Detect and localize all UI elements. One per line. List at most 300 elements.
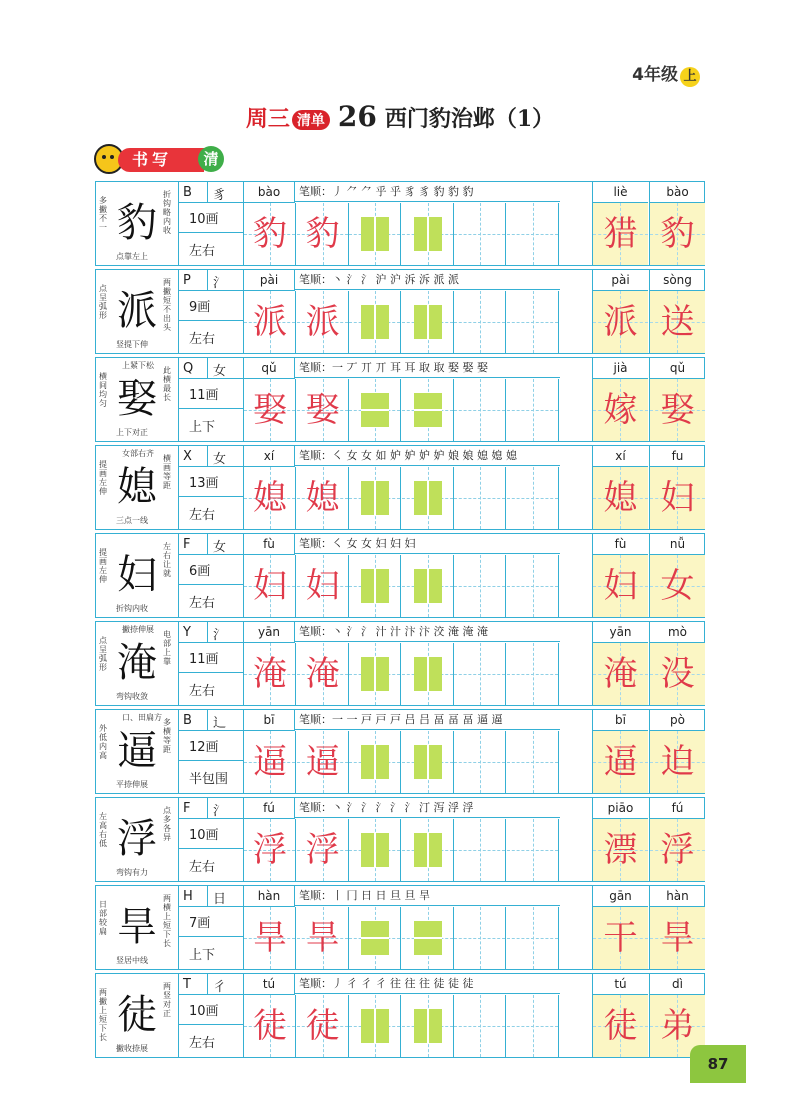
character-info — [179, 446, 244, 529]
word-column — [592, 182, 648, 265]
character-pinyin: bào — [244, 182, 295, 203]
model-character: 媳 — [117, 464, 157, 510]
writing-tip: 折钩内收 — [116, 604, 148, 613]
practice-cell[interactable] — [244, 555, 296, 617]
word-pinyin: pò — [650, 710, 705, 731]
character-pinyin: qǔ — [244, 358, 295, 379]
practice-grid — [244, 731, 560, 793]
trace-character: 派 — [253, 302, 287, 342]
stroke-order: 笔顺：丿 彳 彳 彳 往 往 往 徒 徒 徒 — [295, 974, 560, 994]
radical: 辶 — [213, 716, 227, 731]
structure-box-icon — [361, 921, 389, 955]
trace-character: 娶 — [253, 390, 287, 430]
model-character-box — [96, 974, 179, 1057]
practice-cell[interactable] — [244, 731, 296, 793]
index-letter: Y — [183, 625, 191, 640]
structure-type: 左右 — [189, 684, 216, 699]
practice-cell[interactable] — [244, 819, 296, 881]
word-pinyin: piāo — [593, 798, 648, 819]
trace-character: 徒 — [305, 1006, 340, 1046]
word-character[interactable]: 徒 — [593, 995, 648, 1057]
stroke-order: 笔顺：一 一 戸 戸 戸 吕 吕 畐 畐 畐 逼 逼 — [295, 710, 560, 730]
word-practice — [592, 886, 706, 969]
word-pinyin: sòng — [650, 270, 705, 291]
word-pinyin: pài — [593, 270, 648, 291]
word-pinyin: hàn — [650, 886, 705, 907]
practice-cell[interactable] — [454, 907, 506, 969]
structure-type: 左右 — [189, 332, 216, 347]
word-practice — [592, 270, 706, 353]
writing-tip: 此横最长 — [163, 366, 171, 402]
model-character-box — [96, 358, 179, 441]
trace-character: 豹 — [305, 214, 340, 254]
trace-character: 媳 — [253, 478, 287, 518]
structure-box-icon — [361, 833, 389, 867]
stroke-order: 笔顺：丶 氵 氵 氵 氵 氵 汀 泻 浮 浮 — [295, 798, 560, 818]
stroke-count: 12画 — [189, 740, 219, 755]
practice-cell[interactable] — [507, 819, 559, 881]
word-character[interactable]: 干 — [593, 907, 648, 969]
practice-grid — [244, 203, 560, 265]
practice-cell[interactable] — [507, 907, 559, 969]
character-info — [179, 710, 244, 793]
stroke-count: 6画 — [189, 564, 211, 579]
character-info — [179, 974, 244, 1057]
structure-type: 半包围 — [189, 772, 229, 787]
writing-tip: 撇收捺展 — [116, 1044, 148, 1053]
character-row — [95, 533, 705, 618]
character-pinyin: fú — [244, 798, 295, 819]
practice-grid — [244, 291, 560, 353]
model-character: 派 — [117, 288, 157, 334]
stroke-order: 笔顺：丶 氵 氵 汁 汁 汴 汴 洨 淹 淹 淹 — [295, 622, 560, 642]
model-character: 妇 — [117, 552, 157, 598]
radical: 豸 — [213, 188, 227, 203]
word-character[interactable]: 猎 — [593, 203, 648, 265]
index-letter: F — [183, 801, 191, 816]
radical: 彳 — [213, 980, 227, 995]
practice-cell[interactable] — [402, 291, 454, 353]
practice-cell[interactable] — [454, 467, 506, 529]
word-character[interactable]: 派 — [593, 291, 648, 353]
radical: 女 — [213, 452, 227, 467]
writing-tip: 弯钩收敛 — [116, 692, 148, 701]
structure-box-icon — [361, 1009, 389, 1043]
trace-character: 媳 — [305, 478, 340, 518]
structure-box-icon — [414, 305, 442, 339]
structure-box-icon — [414, 921, 442, 955]
model-character-box — [96, 886, 179, 969]
index-letter: B — [183, 713, 192, 728]
stroke-count: 10画 — [189, 828, 219, 843]
writing-tip: 三点一线 — [116, 516, 148, 525]
model-character-box — [96, 622, 179, 705]
structure-type: 左右 — [189, 860, 216, 875]
word-character[interactable]: 没 — [650, 643, 705, 705]
word-column — [592, 622, 648, 705]
trace-character: 旱 — [253, 918, 287, 958]
practice-cell[interactable] — [297, 291, 349, 353]
word-column — [649, 886, 705, 969]
word-character[interactable]: 浮 — [650, 819, 705, 881]
trace-character: 妇 — [253, 566, 287, 606]
character-row — [95, 621, 705, 706]
character-pinyin: bī — [244, 710, 295, 731]
practice-cell[interactable] — [507, 995, 559, 1057]
practice-cell[interactable] — [402, 907, 454, 969]
practice-cell[interactable] — [454, 731, 506, 793]
practice-cell[interactable] — [297, 555, 349, 617]
model-character-box — [96, 182, 179, 265]
practice-cell[interactable] — [507, 555, 559, 617]
character-row — [95, 885, 705, 970]
practice-cell[interactable] — [244, 643, 296, 705]
word-pinyin: fu — [650, 446, 705, 467]
practice-cell[interactable] — [297, 379, 349, 441]
practice-cell[interactable] — [349, 907, 401, 969]
practice-cell[interactable] — [244, 467, 296, 529]
writing-tip: 提画左伸 — [99, 460, 107, 496]
practice-cell[interactable] — [244, 995, 296, 1057]
stroke-order: 笔顺：丶 氵 氵 沪 沪 泝 泝 派 派 — [295, 270, 560, 290]
writing-tip: 两撇短不出头 — [163, 278, 171, 332]
practice-cell[interactable] — [454, 379, 506, 441]
writing-tip: 多撇不一 — [99, 196, 107, 232]
word-column — [592, 534, 648, 617]
word-pinyin: tú — [593, 974, 648, 995]
writing-tip: 撇捺伸展 — [122, 625, 154, 634]
practice-cell[interactable] — [402, 643, 454, 705]
word-column — [649, 798, 705, 881]
radical: 氵 — [213, 276, 227, 291]
practice-cell[interactable] — [297, 467, 349, 529]
trace-character: 旱 — [305, 918, 340, 958]
word-practice — [592, 534, 706, 617]
practice-cell[interactable] — [402, 731, 454, 793]
stroke-order: 笔顺：丿 ⺈ ⺈ 乎 乎 豸 豸 豹 豹 豹 — [295, 182, 560, 202]
writing-tip: 提画左伸 — [99, 548, 107, 584]
stroke-count: 10画 — [189, 212, 219, 227]
word-column — [592, 974, 648, 1057]
practice-cell[interactable] — [244, 907, 296, 969]
word-column — [592, 446, 648, 529]
practice-cell[interactable] — [349, 467, 401, 529]
structure-type: 上下 — [189, 948, 216, 963]
practice-cell[interactable] — [402, 467, 454, 529]
stroke-count: 11画 — [189, 652, 219, 667]
word-pinyin: fù — [593, 534, 648, 555]
structure-box-icon — [414, 1009, 442, 1043]
practice-cell[interactable] — [402, 819, 454, 881]
section-label: 书写 — [118, 148, 204, 172]
word-character[interactable]: 迫 — [650, 731, 705, 793]
word-pinyin: mò — [650, 622, 705, 643]
word-practice — [592, 974, 706, 1057]
model-character: 淹 — [117, 640, 157, 686]
word-practice — [592, 358, 706, 441]
writing-tip: 口、田扁方 — [122, 713, 162, 722]
character-row — [95, 709, 705, 794]
practice-cell[interactable] — [297, 907, 349, 969]
character-pinyin: hàn — [244, 886, 295, 907]
practice-cell[interactable] — [244, 203, 296, 265]
practice-cell[interactable] — [349, 643, 401, 705]
word-column — [592, 798, 648, 881]
practice-cell[interactable] — [454, 291, 506, 353]
practice-cell[interactable] — [297, 731, 349, 793]
character-info — [179, 622, 244, 705]
structure-box-icon — [414, 833, 442, 867]
writing-tip: 左高右低 — [99, 812, 107, 848]
model-character: 徒 — [117, 992, 157, 1038]
model-character: 豹 — [117, 200, 157, 246]
index-letter: P — [183, 273, 191, 288]
word-pinyin: bī — [593, 710, 648, 731]
trace-character: 浮 — [253, 830, 287, 870]
structure-type: 左右 — [189, 596, 216, 611]
model-character-box — [96, 710, 179, 793]
structure-type: 左右 — [189, 1036, 216, 1051]
character-pinyin: fù — [244, 534, 295, 555]
practice-cell[interactable] — [349, 555, 401, 617]
writing-tip: 点呈弧形 — [99, 636, 107, 672]
writing-tip: 电部上靠 — [163, 630, 171, 666]
word-character[interactable]: 旱 — [650, 907, 705, 969]
practice-cell[interactable] — [507, 467, 559, 529]
model-character-box — [96, 534, 179, 617]
practice-grid — [244, 379, 560, 441]
word-character[interactable]: 逼 — [593, 731, 648, 793]
practice-grid — [244, 555, 560, 617]
practice-cell[interactable] — [244, 291, 296, 353]
writing-tip: 点呈弧形 — [99, 284, 107, 320]
structure-box-icon — [361, 305, 389, 339]
trace-character: 浮 — [305, 830, 340, 870]
structure-box-icon — [414, 217, 442, 251]
page-number: 87 — [690, 1045, 746, 1083]
practice-cell[interactable] — [297, 643, 349, 705]
word-column — [592, 358, 648, 441]
writing-tip: 弯钩有力 — [116, 868, 148, 877]
practice-cell[interactable] — [454, 555, 506, 617]
practice-cell[interactable] — [454, 203, 506, 265]
structure-type: 左右 — [189, 244, 216, 259]
practice-cell[interactable] — [402, 995, 454, 1057]
structure-box-icon — [361, 745, 389, 779]
writing-tip: 点靠左上 — [116, 252, 148, 261]
character-info — [179, 798, 244, 881]
word-character[interactable]: 漂 — [593, 819, 648, 881]
section-header — [94, 140, 234, 178]
word-column — [649, 358, 705, 441]
character-row — [95, 973, 705, 1058]
character-row — [95, 445, 705, 530]
practice-cell[interactable] — [507, 291, 559, 353]
character-row — [95, 357, 705, 442]
radical: 日 — [213, 892, 227, 907]
writing-tip: 横画等距 — [163, 454, 171, 490]
practice-cell[interactable] — [244, 379, 296, 441]
structure-box-icon — [414, 481, 442, 515]
word-column — [592, 270, 648, 353]
character-info — [179, 358, 244, 441]
writing-tip: 上下对正 — [116, 428, 148, 437]
structure-box-icon — [361, 393, 389, 427]
writing-tip: 两竖对正 — [163, 982, 171, 1018]
word-pinyin: liè — [593, 182, 648, 203]
word-pinyin: jià — [593, 358, 648, 379]
practice-cell[interactable] — [507, 643, 559, 705]
practice-cell[interactable] — [507, 731, 559, 793]
radical: 女 — [213, 364, 227, 379]
word-pinyin: yān — [593, 622, 648, 643]
structure-box-icon — [414, 745, 442, 779]
practice-grid — [244, 819, 560, 881]
word-practice — [592, 622, 706, 705]
trace-character: 派 — [305, 302, 340, 342]
structure-box-icon — [361, 657, 389, 691]
writing-tip: 竖居中线 — [116, 956, 148, 965]
stroke-count: 11画 — [189, 388, 219, 403]
practice-cell[interactable] — [297, 203, 349, 265]
practice-cell[interactable] — [349, 731, 401, 793]
grade-mark: 上 — [680, 67, 700, 87]
lesson-name: 西门豹治邺（1） — [384, 106, 555, 132]
practice-cell[interactable] — [297, 995, 349, 1057]
word-column — [592, 710, 648, 793]
word-column — [649, 446, 705, 529]
practice-cell[interactable] — [507, 203, 559, 265]
character-pinyin: pài — [244, 270, 295, 291]
stroke-count: 10画 — [189, 1004, 219, 1019]
model-character-box — [96, 446, 179, 529]
practice-cell[interactable] — [349, 995, 401, 1057]
index-letter: H — [183, 889, 193, 904]
word-character[interactable]: 妇 — [593, 555, 648, 617]
word-practice — [592, 798, 706, 881]
title-badge: 清单 — [292, 110, 330, 130]
practice-cell[interactable] — [454, 643, 506, 705]
word-character[interactable]: 媳 — [593, 467, 648, 529]
word-column — [649, 534, 705, 617]
word-character[interactable]: 豹 — [650, 203, 705, 265]
stroke-count: 13画 — [189, 476, 219, 491]
stroke-count: 7画 — [189, 916, 211, 931]
title-day: 周三 — [245, 107, 290, 132]
writing-tip: 横间均匀 — [99, 372, 107, 408]
word-practice — [592, 446, 706, 529]
character-pinyin: yān — [244, 622, 295, 643]
word-column — [592, 886, 648, 969]
practice-grid — [244, 467, 560, 529]
word-column — [649, 270, 705, 353]
character-info — [179, 270, 244, 353]
practice-cell[interactable] — [454, 819, 506, 881]
trace-character: 豹 — [253, 214, 287, 254]
index-letter: X — [183, 449, 192, 464]
practice-grid — [244, 643, 560, 705]
stroke-order: 笔顺：㇛ 女 女 妇 妇 妇 — [295, 534, 560, 554]
writing-tip: 左右让就 — [163, 542, 171, 578]
writing-tip: 外低内高 — [99, 724, 107, 760]
radical: 女 — [213, 540, 227, 555]
word-column — [649, 182, 705, 265]
radical: 氵 — [213, 804, 227, 819]
writing-tip: 平捺伸展 — [116, 780, 148, 789]
word-practice — [592, 710, 706, 793]
practice-cell[interactable] — [402, 379, 454, 441]
trace-character: 徒 — [253, 1006, 287, 1046]
practice-cell[interactable] — [349, 203, 401, 265]
word-column — [649, 710, 705, 793]
practice-grid — [244, 995, 560, 1057]
writing-tip: 多横等距 — [163, 718, 171, 754]
word-pinyin: gān — [593, 886, 648, 907]
stroke-order: 笔顺：丨 冂 日 日 旦 旦 旱 — [295, 886, 560, 906]
word-practice — [592, 182, 706, 265]
model-character: 浮 — [117, 816, 157, 862]
model-character: 逼 — [117, 728, 157, 774]
practice-cell[interactable] — [454, 995, 506, 1057]
word-character[interactable]: 送 — [650, 291, 705, 353]
word-character[interactable]: 娶 — [650, 379, 705, 441]
index-letter: F — [183, 537, 191, 552]
model-character-box — [96, 270, 179, 353]
structure-box-icon — [361, 569, 389, 603]
trace-character: 逼 — [305, 742, 340, 782]
page-title — [0, 100, 800, 133]
character-row — [95, 269, 705, 354]
word-character[interactable]: 淹 — [593, 643, 648, 705]
writing-tip: 两横上短下长 — [163, 894, 171, 948]
practice-cell[interactable] — [349, 291, 401, 353]
index-letter: T — [183, 977, 191, 992]
word-pinyin: xí — [593, 446, 648, 467]
word-pinyin: qǔ — [650, 358, 705, 379]
character-info — [179, 534, 244, 617]
word-character[interactable]: 女 — [650, 555, 705, 617]
character-pinyin: tú — [244, 974, 295, 995]
model-character: 旱 — [117, 904, 157, 950]
word-pinyin: nǚ — [650, 534, 705, 555]
writing-tip: 折钩略内收 — [163, 190, 171, 235]
practice-cell[interactable] — [297, 819, 349, 881]
structure-box-icon — [361, 217, 389, 251]
stroke-count: 9画 — [189, 300, 211, 315]
word-character[interactable]: 妇 — [650, 467, 705, 529]
word-column — [649, 622, 705, 705]
writing-tip: 竖提下伸 — [116, 340, 148, 349]
character-info — [179, 886, 244, 969]
practice-cell[interactable] — [402, 555, 454, 617]
structure-type: 上下 — [189, 420, 216, 435]
practice-grid — [244, 907, 560, 969]
word-pinyin: fú — [650, 798, 705, 819]
word-pinyin: bào — [650, 182, 705, 203]
index-letter: Q — [183, 361, 194, 376]
practice-cell[interactable] — [402, 203, 454, 265]
trace-character: 淹 — [305, 654, 340, 694]
practice-cell[interactable] — [349, 379, 401, 441]
trace-character: 妇 — [305, 566, 340, 606]
practice-cell[interactable] — [349, 819, 401, 881]
grade-label: 4年级 上 — [632, 60, 700, 87]
character-row — [95, 181, 705, 266]
word-character[interactable]: 弟 — [650, 995, 705, 1057]
word-character[interactable]: 嫁 — [593, 379, 648, 441]
structure-box-icon — [414, 657, 442, 691]
practice-cell[interactable] — [507, 379, 559, 441]
